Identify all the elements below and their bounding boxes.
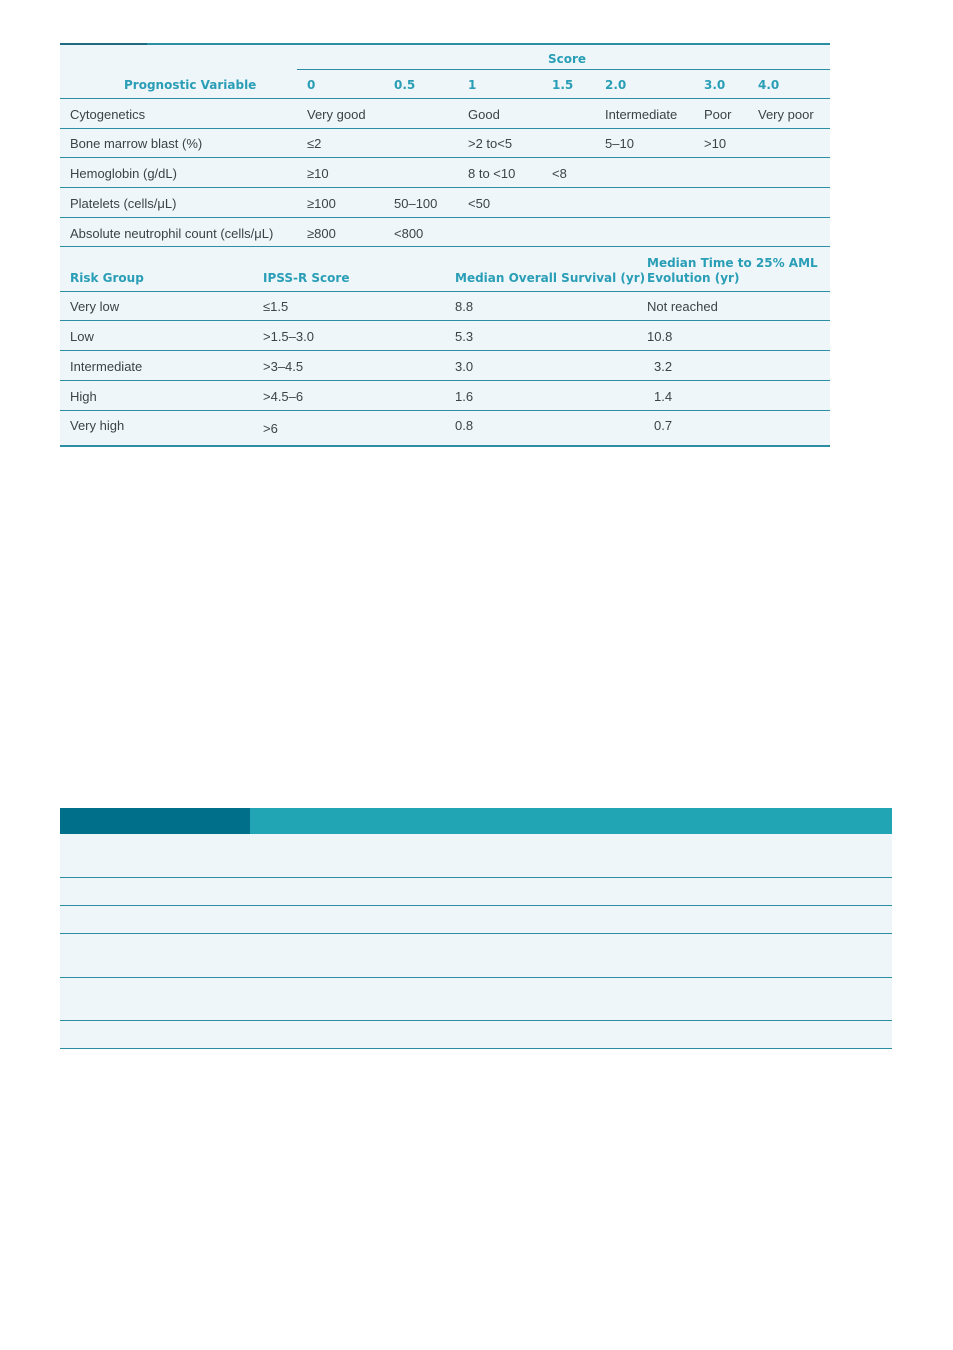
risk-header-rule: [60, 291, 830, 292]
score-col-2: 2.0: [605, 78, 627, 92]
table-cell: 0.8: [455, 418, 474, 433]
table-cell: 5–10: [605, 136, 634, 151]
table-cell: ≤1.5: [263, 299, 289, 314]
table-cell: Not reached: [647, 299, 718, 314]
median-survival-header: Median Overall Survival (yr): [455, 271, 646, 285]
score-col-1-5: 1.5: [552, 78, 574, 92]
empty-table: [60, 808, 892, 1049]
row-rule: [60, 410, 830, 411]
ipss-r-table: [60, 43, 830, 447]
row-rule: [60, 1020, 892, 1021]
row-label-hemoglobin: Hemoglobin (g/dL): [70, 166, 177, 181]
row-label-platelets: Platelets (cells/μL): [70, 196, 177, 211]
table-cell: >6: [263, 421, 278, 436]
table-cell: 0.7: [654, 418, 673, 433]
table-cell: >4.5–6: [263, 389, 304, 404]
score-col-1: 1: [468, 78, 477, 92]
table-cell: 3.2: [654, 359, 673, 374]
table-header-dark: [60, 808, 250, 834]
score-title: Score: [548, 52, 587, 66]
row-rule: [60, 187, 830, 188]
table-cell: 1.6: [455, 389, 474, 404]
row-label-cytogenetics: Cytogenetics: [70, 107, 146, 122]
table-cap-accent: [60, 43, 147, 45]
table-cell: ≥10: [307, 166, 329, 181]
row-rule: [60, 933, 892, 934]
row-rule: [60, 246, 830, 247]
risk-group-high: High: [70, 389, 97, 404]
table-cell: 8 to <10: [468, 166, 516, 181]
table-cell: 8.8: [455, 299, 474, 314]
row-rule: [60, 380, 830, 381]
score-col-3: 3.0: [704, 78, 726, 92]
row-rule: [60, 905, 892, 906]
table-cell: 10.8: [647, 329, 673, 344]
table-cell: Very good: [307, 107, 366, 122]
row-rule: [60, 877, 892, 878]
table-cell: <50: [468, 196, 491, 211]
row-label-neutrophil-count: Absolute neutrophil count (cells/μL): [70, 226, 274, 241]
table-cell: ≥100: [307, 196, 336, 211]
row-rule: [60, 128, 830, 129]
table-cell: ≤2: [307, 136, 322, 151]
score-col-4: 4.0: [758, 78, 780, 92]
table-cell: 1.4: [654, 389, 673, 404]
row-rule: [60, 1048, 892, 1049]
row-rule: [60, 320, 830, 321]
table-cell: Poor: [704, 107, 732, 122]
table-cell: <8: [552, 166, 567, 181]
table-cell: ≥800: [307, 226, 336, 241]
aml-header-line1: Median Time to 25% AML: [647, 256, 818, 270]
table-cell: 3.0: [455, 359, 474, 374]
risk-group-header: Risk Group: [70, 271, 144, 285]
row-rule: [60, 157, 830, 158]
table-header-light: [250, 808, 892, 834]
table-cell: Intermediate: [605, 107, 678, 122]
table-cell: >10: [704, 136, 727, 151]
header-rule: [60, 98, 830, 99]
table-cell: Good: [468, 107, 500, 122]
row-rule: [60, 350, 830, 351]
risk-group-very-low: Very low: [70, 299, 120, 314]
table-cell: >2 to<5: [468, 136, 513, 151]
ipss-r-score-header: IPSS-R Score: [263, 271, 350, 285]
aml-header-line2: Evolution (yr): [647, 271, 740, 285]
table-cell: 50–100: [394, 196, 438, 211]
table-cell: Very poor: [758, 107, 814, 122]
table-cell: 5.3: [455, 329, 474, 344]
score-col-0-5: 0.5: [394, 78, 416, 92]
row-label-bone-marrow-blast: Bone marrow blast (%): [70, 136, 203, 151]
risk-group-low: Low: [70, 329, 94, 344]
row-rule: [60, 977, 892, 978]
prognostic-variable-header: Prognostic Variable: [124, 78, 257, 92]
table-cell: >3–4.5: [263, 359, 304, 374]
risk-group-intermediate: Intermediate: [70, 359, 143, 374]
risk-group-very-high: Very high: [70, 418, 125, 433]
table-cell: >1.5–3.0: [263, 329, 314, 344]
row-rule: [60, 217, 830, 218]
table-cell: <800: [394, 226, 424, 241]
score-col-0: 0: [307, 78, 316, 92]
score-header-rule: [297, 69, 830, 70]
